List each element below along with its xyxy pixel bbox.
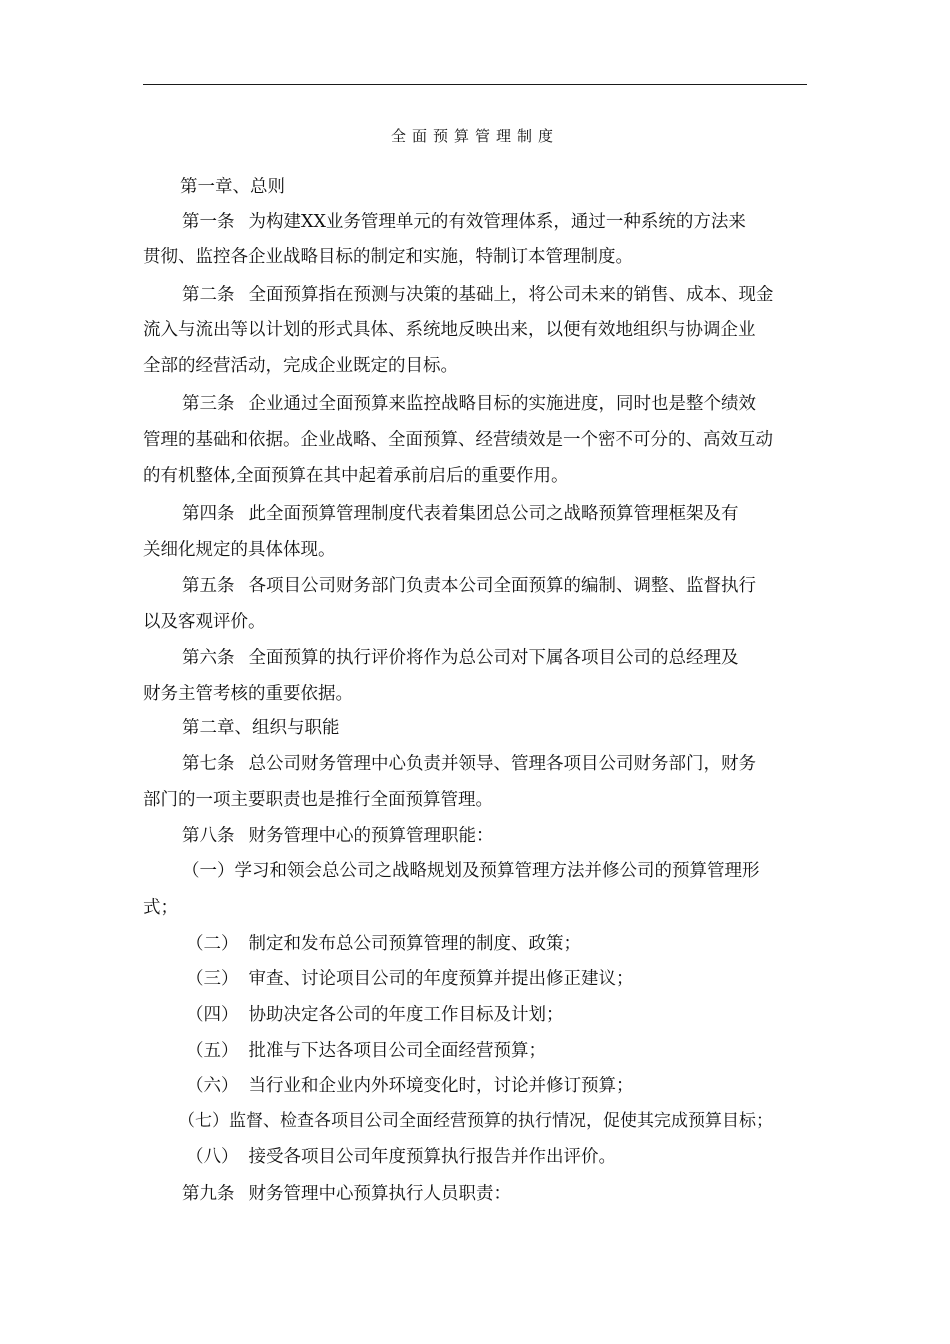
list-item-3-text: 审查、讨论项目公司的年度预算并提出修正建议； <box>248 969 634 989</box>
article-5-line-2: 以及客观评价。 <box>143 612 266 632</box>
list-item-7: （七）监督、检查各项目公司全面经营预算的执行情况，促使其完成预算目标； <box>178 1111 773 1131</box>
list-item-5 <box>186 1039 546 1063</box>
list-item-8 <box>186 1145 616 1169</box>
list-item-4-number: （四） <box>186 1005 239 1025</box>
article-4-label: 第四条 <box>182 504 235 524</box>
list-item-4-text: 协助决定各公司的年度工作目标及计划； <box>248 1005 564 1025</box>
document-title: 全面预算管理制度 <box>390 127 559 145</box>
article-5-line-1: 第五条 各项目公司财务部门负责本公司全面预算的编制、调整、监督执行 <box>182 576 756 596</box>
article-4-line-1: 第四条 此全面预算管理制度代表着集团总公司之战略预算管理框架及有 <box>182 504 739 524</box>
article-1-line-2: 贯彻、监控各企业战略目标的制定和实施，特制订本管理制度。 <box>143 247 633 267</box>
article-8-line-1: 第八条 财务管理中心的预算管理职能： <box>182 826 494 846</box>
article-9-line-1: 第九条 财务管理中心预算执行人员职责： <box>182 1184 511 1204</box>
article-3-label: 第三条 <box>182 394 235 414</box>
article-2-line-2: 流入与流出等以计划的形式具体、系统地反映出来，以便有效地组织与协调企业 <box>143 320 756 340</box>
article-1-line-1: 第一条 为构建XX业务管理单元的有效管理体系，通过一种系统的方法来 <box>182 212 746 232</box>
article-9-label: 第九条 <box>182 1184 235 1204</box>
article-3-line-1: 第三条 企业通过全面预算来监控战略目标的实施进度，同时也是整个绩效 <box>182 394 756 414</box>
list-item-4 <box>186 1003 564 1027</box>
list-item-8-text: 接受各项目公司年度预算执行报告并作出评价。 <box>248 1147 616 1167</box>
list-item-6 <box>186 1074 634 1098</box>
article-7-label: 第七条 <box>182 754 235 774</box>
article-3-line-2: 管理的基础和依据。企业战略、全面预算、经营绩效是一个密不可分的、高效互动 <box>143 430 773 450</box>
article-2-label: 第二条 <box>182 285 235 305</box>
header-rule <box>143 84 807 85</box>
list-item-6-text: 当行业和企业内外环境变化时，讨论并修订预算； <box>248 1076 634 1096</box>
article-4-line-2: 关细化规定的具体体现。 <box>143 540 336 560</box>
article-2-line-3: 全部的经营活动，完成企业既定的目标。 <box>143 356 458 376</box>
list-item-3-number: （三） <box>186 969 239 989</box>
list-item-2-text: 制定和发布总公司预算管理的制度、政策； <box>248 934 581 954</box>
article-3-line-3: 的有机整体,全面预算在其中起着承前启后的重要作用。 <box>143 466 569 486</box>
article-5-label: 第五条 <box>182 576 235 596</box>
list-item-1-line-1: （一）学习和领会总公司之战略规划及预算管理方法并修公司的预算管理形 <box>182 861 760 881</box>
list-item-1-line-2: 式； <box>143 898 178 918</box>
chapter-2-heading: 第二章、组织与职能 <box>182 718 340 738</box>
article-6-line-1: 第六条 全面预算的执行评价将作为总公司对下属各项目公司的总经理及 <box>182 648 739 668</box>
list-item-5-number: （五） <box>186 1041 239 1061</box>
list-item-2-number: （二） <box>186 934 239 954</box>
list-item-8-number: （八） <box>186 1147 239 1167</box>
chapter-1-heading: 第一章、总则 <box>180 177 285 197</box>
article-1-label: 第一条 <box>182 212 235 232</box>
article-7-line-1: 第七条 总公司财务管理中心负责并领导、管理各项目公司财务部门，财务 <box>182 754 756 774</box>
list-item-5-text: 批准与下达各项目公司全面经营预算； <box>248 1041 546 1061</box>
article-7-line-2: 部门的一项主要职责也是推行全面预算管理。 <box>143 790 493 810</box>
list-item-6-number: （六） <box>186 1076 239 1096</box>
article-6-label: 第六条 <box>182 648 235 668</box>
article-6-line-2: 财务主管考核的重要依据。 <box>143 684 353 704</box>
article-2-line-1: 第二条 全面预算指在预测与决策的基础上，将公司未来的销售、成本、现金 <box>182 285 774 305</box>
list-item-2 <box>186 932 581 956</box>
list-item-3 <box>186 967 634 991</box>
article-8-label: 第八条 <box>182 826 235 846</box>
